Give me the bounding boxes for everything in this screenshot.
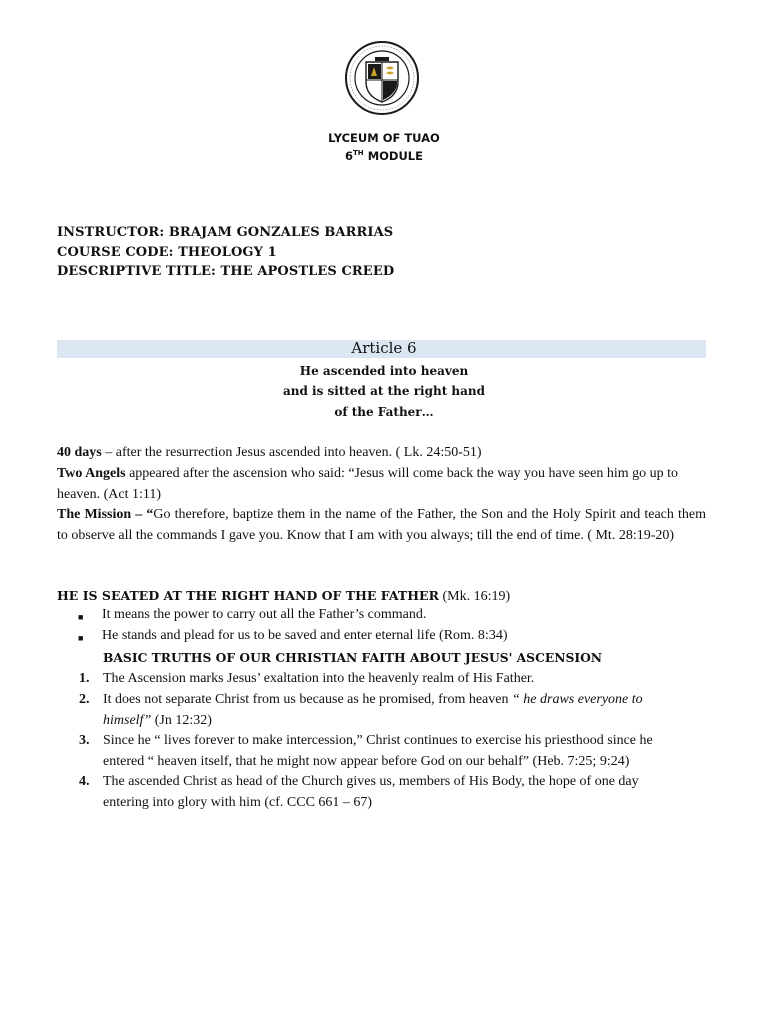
square-bullet-icon: ■ (78, 612, 84, 622)
article-subtitle-line-1: He ascended into heaven (299, 364, 469, 378)
paragraph-mission: The Mission – “Go therefore, baptize them in the name of the Father, the Son and the Holy Spirit and teach them to observe all the commands I gave you. Know that I am with you always; till the end of time. ( Mt. 28:19-20) (57, 507, 706, 543)
section-heading: HE IS SEATED AT THE RIGHT HAND OF THE FATHER (Mk. 16:19) (57, 588, 511, 604)
square-bullet-icon: ■ (78, 633, 84, 643)
instructor-line: INSTRUCTOR: BRAJAM GONZALES BARRIAS (57, 225, 394, 240)
list-item: 2. It does not separate Christ from us because as he promised, from heaven “ he draws everyone to himself” (Jn 12:32) (79, 692, 643, 728)
article-subtitle-line-2: and is sitted at the right hand (282, 384, 486, 398)
article-subtitle-line-3: of the Father… (334, 405, 434, 419)
school-seal-icon (344, 40, 420, 116)
descriptive-title-line: DESCRIPTIVE TITLE: THE APOSTLES CREED (57, 264, 395, 279)
paragraph-two-angels: Two Angels appeared after the ascension who said: “Jesus will come back the way you have seen him go up to heaven. (Act 1:11) (57, 466, 679, 502)
course-code-line: COURSE CODE: THEOLOGY 1 (57, 245, 277, 260)
truths-heading: BASIC TRUTHS OF OUR CHRISTIAN FAITH ABOUT JESUS' ASCENSION (103, 650, 603, 665)
article-title: Article 6 (351, 339, 417, 357)
list-item: 4. The ascended Christ as head of the Church gives us, members of His Body, the hope of one day entering into glory with him (cf. CCC 661 – 67) (79, 774, 639, 810)
paragraph-forty-days: 40 days – after the resurrection Jesus ascended into heaven. ( Lk. 24:50-51) (57, 445, 482, 460)
list-item: 1. The Ascension marks Jesus’ exaltation into the heavenly realm of His Father. (79, 671, 535, 686)
module-heading: 6TH MODULE (345, 149, 423, 163)
school-name: LYCEUM OF TUAO (328, 131, 440, 145)
document-page: LYCEUM OF TUAO 6TH MODULE INSTRUCTOR: BRAJAM GONZALES BARRIAS COURSE CODE: THEOLOGY 1 DESCRIPTIVE TITLE: THE APOSTLES CREED Article 6 He ascended into heaven and is sitted at the right hand of the Father… 40 days – after the resurrection Jesus ascended into heaven. ( Lk. 24:50-51) Two Angels appeared after the ascension who said: “Jesus will come back the way you have seen him go up to heaven. (Act 1:11) The Mission – “Go therefore, baptize them in the name of the Father, the Son and the Holy Spirit and teach them to observe all the commands I gave you. Know that I am with you always; till the end of time. ( Mt. 28:19-20) HE IS SEATED AT THE RIGHT HAND OF THE FATHER (Mk. 16:19) ■ It means the power to carry out all the Father’s command. ■ He stands and plead for us to be saved and enter eternal life (Rom. 8:34) BASIC TRUTHS OF OUR CHRISTIAN FAITH ABOUT JESUS' ASCENSION 1. The Ascension marks Jesus’ exaltation into the heavenly realm of His Father. 2. It does not separate Christ from us because as he promised, from heaven “ he draws everyone to himself” (Jn 12:32) 3. Since he “ lives forever to make intercession,” Christ continues to exercise his priesthood since he entered “ heaven itself, that he might now appear before God on our behalf” (Heb. 7:25; 9:24) 4. The ascended Christ as head of the Church gives us, members of His Body, the hope of one day entering into glory with him (cf. CCC 661 – 67) (0, 0, 768, 1024)
list-item: 3. Since he “ lives forever to make intercession,” Christ continues to exercise his priesthood since he entered “ heaven itself, that he might now appear before God on our behalf” (Heb. 7:25; 9:24) (79, 733, 653, 769)
